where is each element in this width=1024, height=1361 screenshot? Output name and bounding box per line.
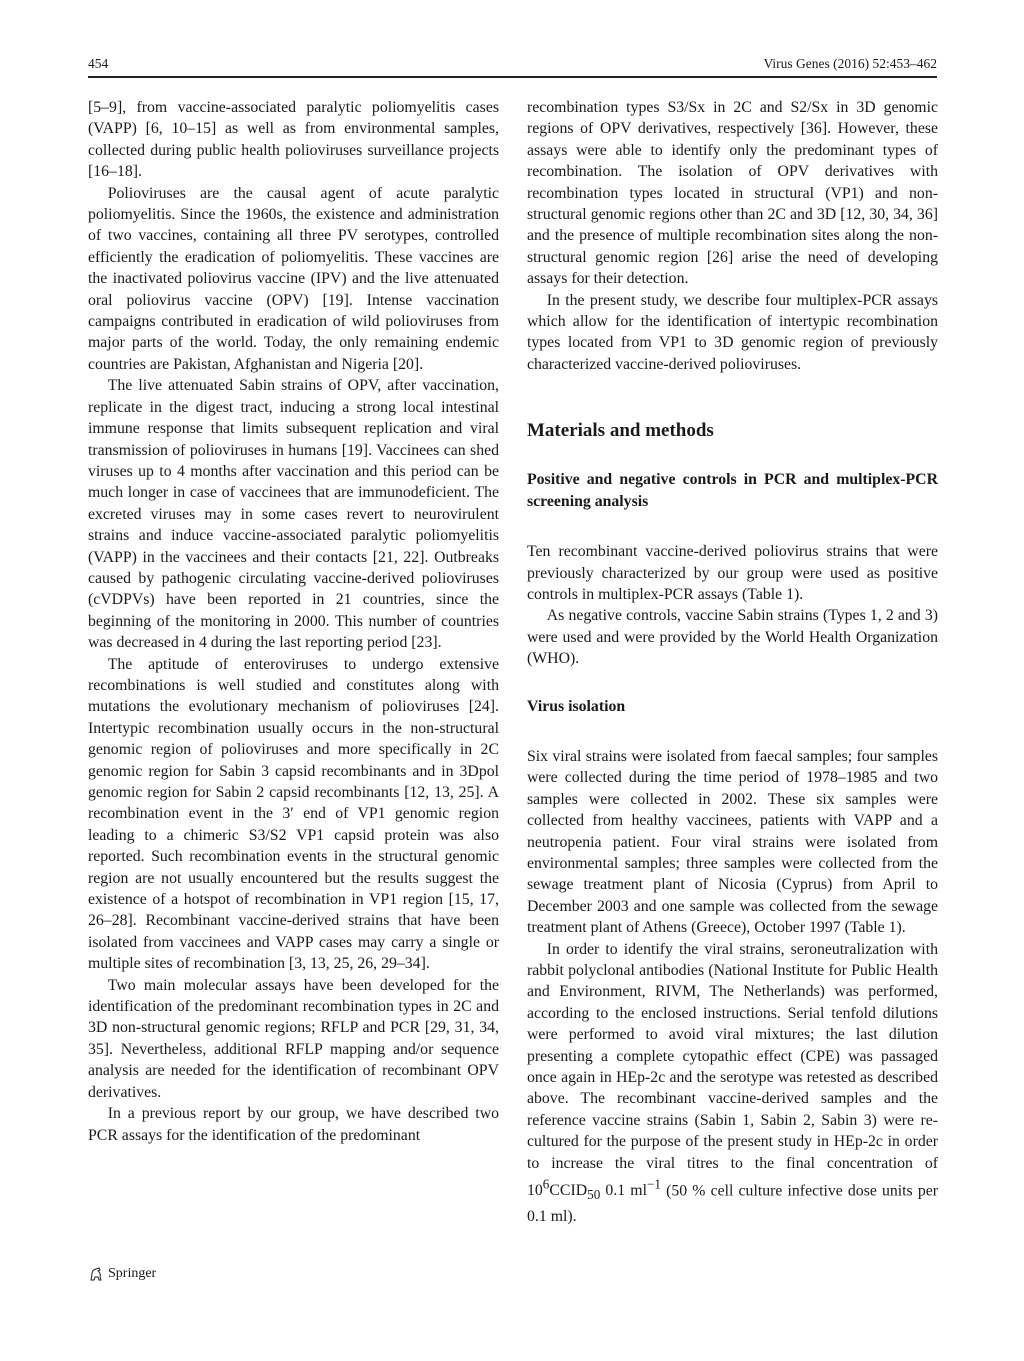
page-number: 454 <box>88 56 109 71</box>
paragraph-with-titre <box>527 939 938 1228</box>
journal-citation: Virus Genes (2016) 52:453–462 <box>763 56 937 71</box>
subsection-heading: Positive and negative controls in PCR and multiplex-PCR screening analysis <box>527 471 938 510</box>
paragraph: Ten recombinant vaccine-derived poliovirus strains that were previously characterized by our group were used as positive controls in multiplex-PCR assays (Table 1). <box>527 543 938 603</box>
paragraph: recombination types S3/Sx in 2C and S2/Sx in 3D genomic regions of OPV derivatives, respectively [36]. However, these assays were able to identify only the predominant types of recombination. The isolation of OPV derivatives with recombination types located in structural (VP1) and non-structural genomic regions other than 2C and 3D [12, 30, 34, 36] and the presence of multiple recombination sites along the non-structural genomic region [26] arise the need of developing assays for their detection. <box>527 99 938 288</box>
paragraph-text: In order to identify the viral strains, seroneutralization with rabbit polyclonal antibodies (National Institute for Public Health and Environment, RIVM, The Netherlands) was performed, according to the enclosed instructions. Serial tenfold dilutions were performed to avoid viral mixtures; the last dilution presenting a complete cytopathic effect (CPE) was passaged once again in HEp-2c and the serotype was retested as described above. The recombinant vaccine-derived samples and the reference vaccine strains (Sabin 1, Sabin 2, Sabin 3) were re-cultured for the purpose of the present study in HEp-2c in order to increase the viral titres to the final concentration of <box>527 940 938 1172</box>
paragraph: In a previous report by our group, we have described two PCR assays for the identification of the predominant <box>88 1105 499 1144</box>
publisher-name: Springer <box>108 1266 157 1281</box>
left-column <box>88 97 499 1146</box>
paragraph: The live attenuated Sabin strains of OPV, after vaccination, replicate in the digest tract, inducing a strong local intestinal immune response that limits subsequent replication and viral transmission of polioviruses in humans [19]. Vaccinees can shed viruses up to 4 months after vaccination and this period can be much longer in case of vaccinees that are immunodeficient. The excreted viruses may in some cases revert to neurovirulent strains and induce vaccine-associated paralytic poliomyelitis (VAPP) in the vaccinees and their contacts [21, 22]. Outbreaks caused by pathogenic circulating vaccine-derived polioviruses (cVDPVs) have been reported in 21 countries, since the beginning of the monitoring in 2000. This number of countries was decreased in 4 during the last reporting period [23]. <box>88 377 499 652</box>
springer-horse-icon <box>88 1266 104 1282</box>
page-footer <box>88 1266 156 1282</box>
titre-tail: (50 % cell culture infective dose units per 0.1 ml). <box>527 1182 939 1225</box>
subsection-heading: Virus isolation <box>527 697 626 715</box>
paragraph: Six viral strains were isolated from faecal samples; four samples were collected during the time period of 1978–1985 and two samples were collected in 2002. These six samples were collected from healthy vaccinees, patients with VAPP and a neutropenia patient. Four viral strains were isolated from environmental samples; three samples were collected from the sewage treatment plant of Nicosia (Cyprus) from April to December 2003 and one sample was collected from the sewage treatment plant of Athens (Greece), October 1997 (Table 1). <box>527 747 938 937</box>
page-header <box>88 50 937 78</box>
titre-value: $10^6CCID_{50}$ 0.1 $ml^{-1}$ <box>527 1177 661 1203</box>
paragraph: In the present study, we describe four multiplex-PCR assays which allow for the identification of intertypic recombination types located from VP1 to 3D genomic region of previously characterized vaccine-derived polioviruses. <box>527 291 938 373</box>
section-heading: Materials and methods <box>527 420 714 442</box>
right-column <box>527 97 938 1227</box>
paragraph: Polioviruses are the causal agent of acute paralytic poliomyelitis. Since the 1960s, the existence and administration of two vaccines, containing all three PV serotypes, controlled efficiently the eradication of poliomyelitis. These vaccines are the inactivated poliovirus vaccine (IPV) and the live attenuated oral poliovirus vaccine (OPV) [19]. Intense vaccination campaigns contributed in eradication of wild polioviruses from major parts of the world. Today, the only remaining endemic countries are Pakistan, Afghanistan and Nigeria [20]. <box>88 184 499 373</box>
paragraph: The aptitude of enteroviruses to undergo extensive recombinations is well studied and constitutes along with mutations the evolutionary mechanism of polioviruses [24]. Intertypic recombination usually occurs in the non-structural genomic region of polioviruses and more specifically in 2C genomic region for Sabin 3 capsid recombinants and in 3Dpol genomic region for Sabin 2 capsid recombinants [12, 13, 25]. A recombination event in the 3′ end of VP1 genomic region leading to a chimeric S3/S2 VP1 capsid protein was also reported. Such recombination events in the structural genomic region are not usually encountered but the results suggest the existence of a hotspot of recombination in VP1 region [15, 17, 26–28]. Recombinant vaccine-derived strains that have been isolated from vaccinees and VAPP cases may carry a single or multiple sites of recombination [3, 13, 25, 26, 29–34]. <box>88 655 499 973</box>
paragraph: [5–9], from vaccine-associated paralytic poliomyelitis cases (VAPP) [6, 10–15] as well as from environmental samples, collected during public health polioviruses surveillance projects [16–18]. <box>88 99 499 181</box>
paragraph: As negative controls, vaccine Sabin strains (Types 1, 2 and 3) were used and were provided by the World Health Organization (WHO). <box>527 607 938 668</box>
paragraph: Two main molecular assays have been developed for the identification of the predominant recombination types in 2C and 3D non-structural genomic regions; RFLP and PCR [29, 31, 34, 35]. Nevertheless, additional RFLP mapping and/or sequence analysis are needed for the identification of recombinant OPV derivatives. <box>88 976 499 1101</box>
